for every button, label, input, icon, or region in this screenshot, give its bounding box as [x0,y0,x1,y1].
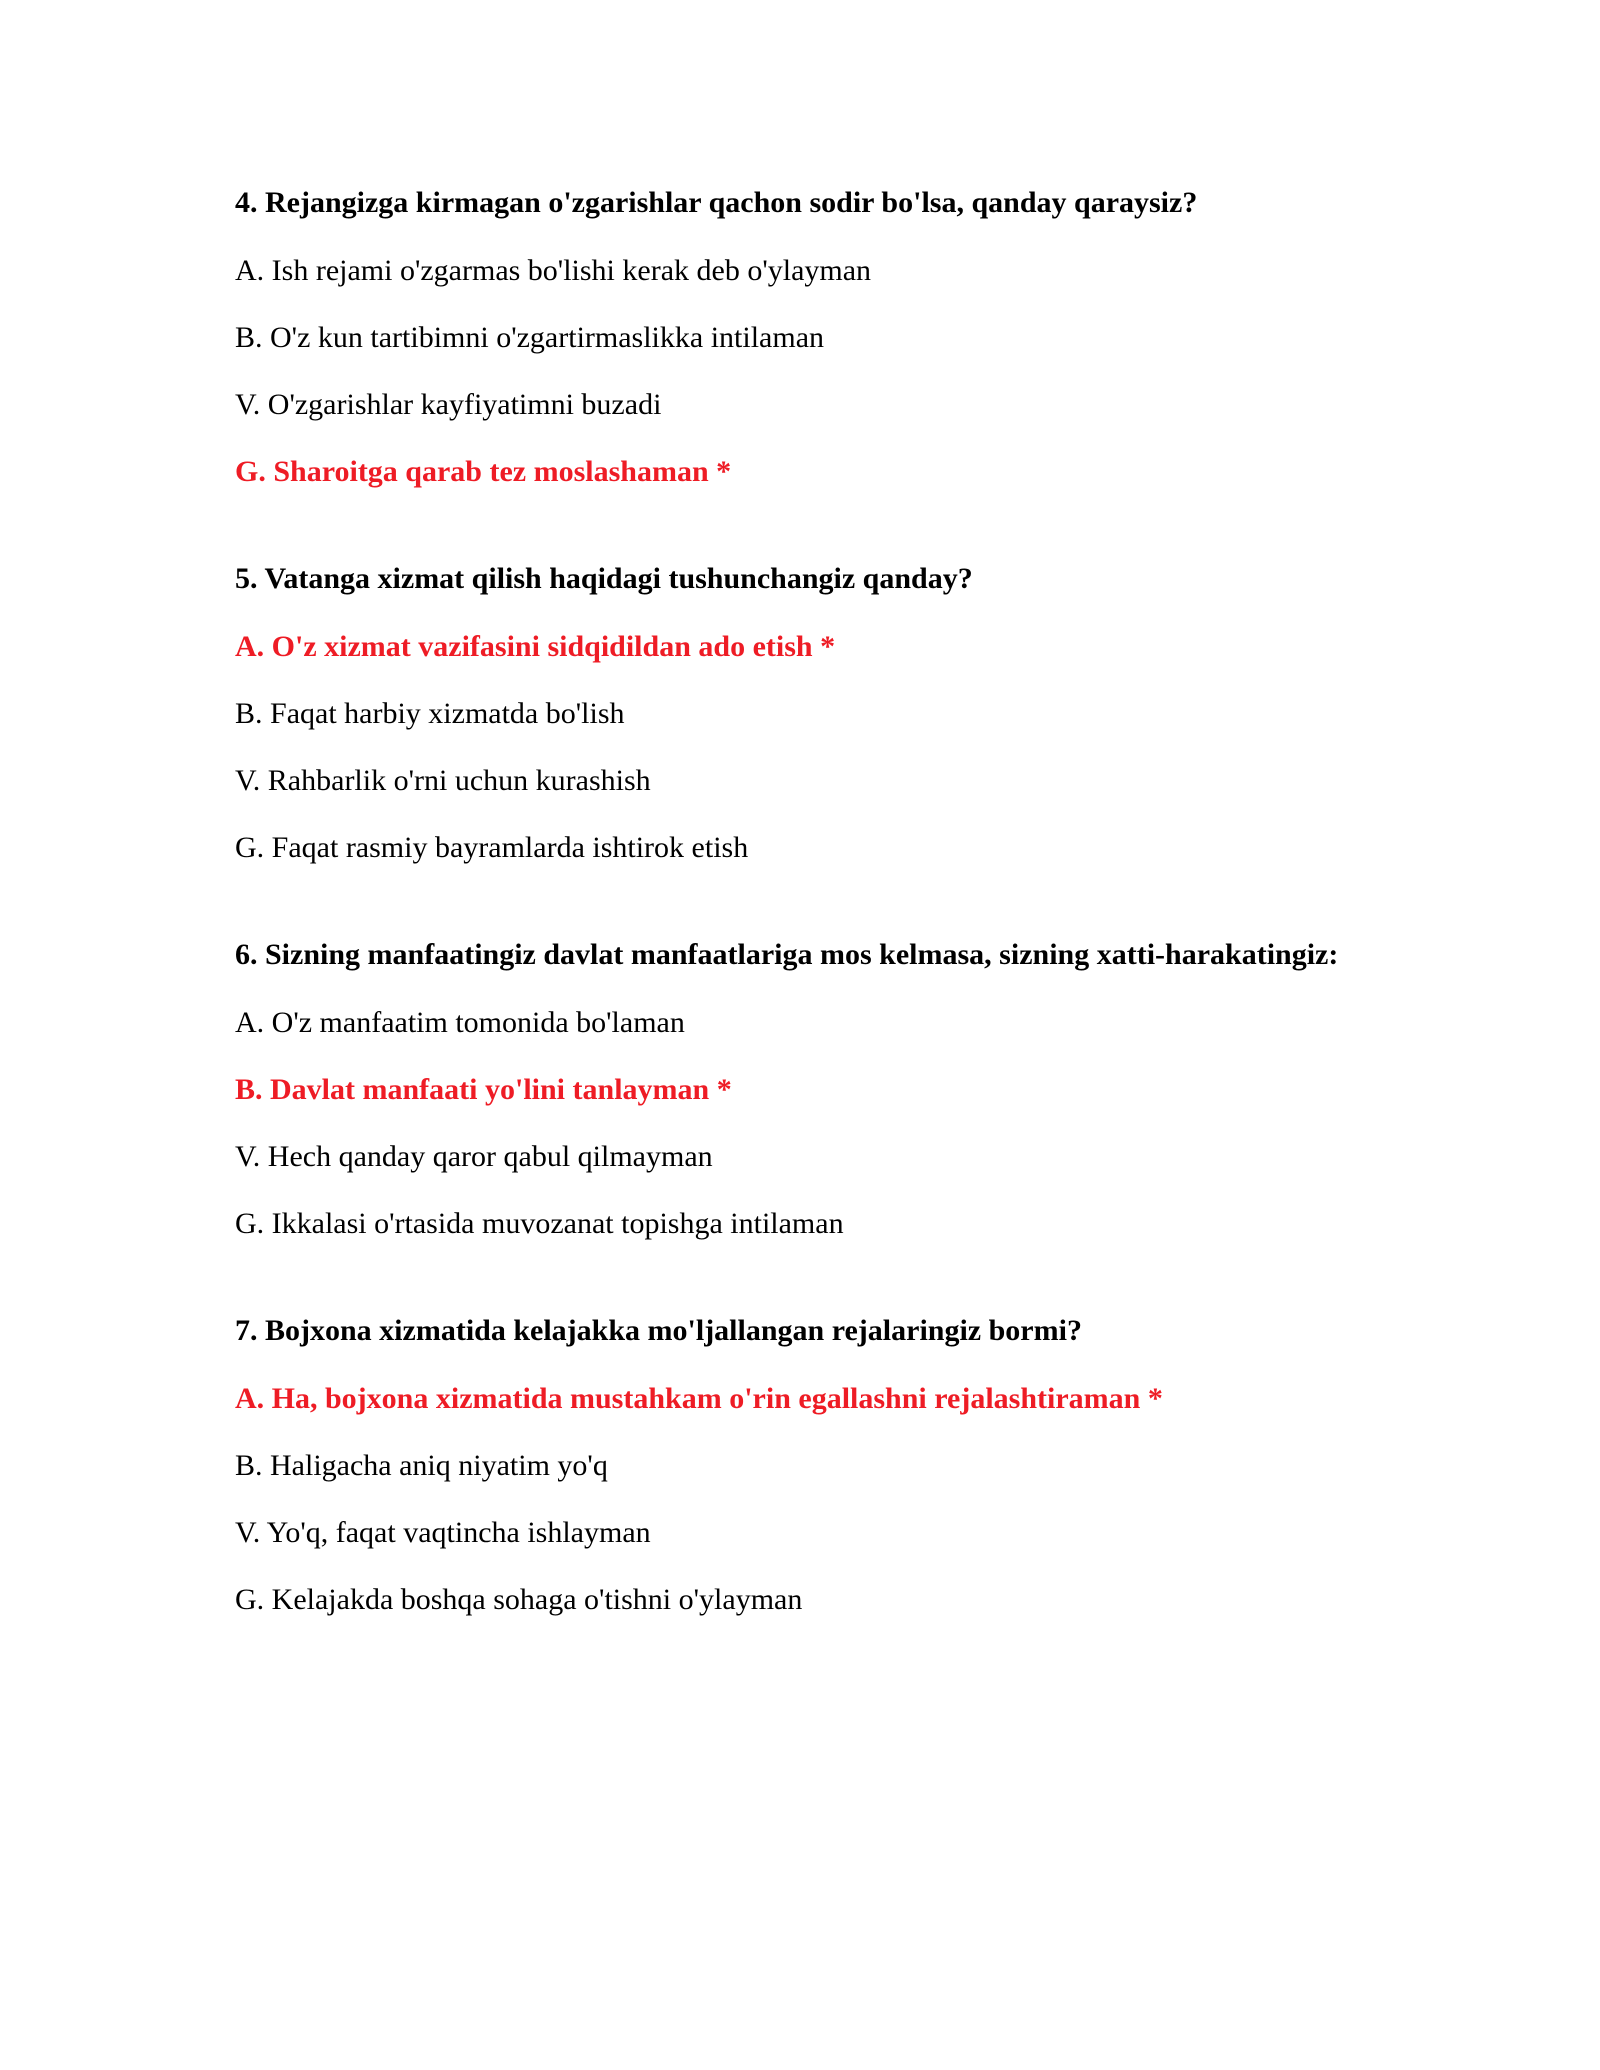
answer-option: G. Sharoitga qarab tez moslashaman * [235,455,732,488]
answer-option: A. Ish rejami o'zgarmas bo'lishi kerak deb o'ylayman [235,254,872,287]
answer-option: B. Faqat harbiy xizmatda bo'lish [235,697,625,730]
question-list [235,183,1345,1687]
answer-option: G. Kelajakda boshqa sohaga o'tishni o'ylayman [235,1583,803,1616]
answer-option: V. Rahbarlik o'rni uchun kurashish [235,764,651,797]
answer-option: A. O'z xizmat vazifasini sidqidildan ado etish * [235,630,836,663]
answer-option: V. Hech qanday qaror qabul qilmayman [235,1140,713,1173]
question-text: 4. Rejangizga kirmagan o'zgarishlar qachon sodir bo'lsa, qanday qaraysiz? [235,186,1198,219]
answer-option: V. Yo'q, faqat vaqtincha ishlayman [235,1516,651,1549]
answer-option: B. Haligacha aniq niyatim yo'q [235,1449,608,1482]
question-block-4 [235,183,1345,492]
answer-option: A. Ha, bojxona xizmatida mustahkam o'rin egallashni rejalashtiraman * [235,1382,1163,1415]
answer-option: B. Davlat manfaati yo'lini tanlayman * [235,1073,732,1106]
question-block-5 [235,559,1345,868]
question-text: 7. Bojxona xizmatida kelajakka mo'ljallangan rejalaringiz bormi? [235,1314,1082,1347]
question-block-6 [235,935,1345,1244]
answer-option: G. Ikkalasi o'rtasida muvozanat topishga intilaman [235,1207,844,1240]
answer-option: B. O'z kun tartibimni o'zgartirmaslikka intilaman [235,321,825,354]
answer-option: A. O'z manfaatim tomonida bo'laman [235,1006,685,1039]
question-text: 5. Vatanga xizmat qilish haqidagi tushunchangiz qanday? [235,562,973,595]
question-text: 6. Sizning manfaatingiz davlat manfaatlariga mos kelmasa, sizning xatti-harakatingiz: [235,938,1339,971]
answer-option: V. O'zgarishlar kayfiyatimni buzadi [235,388,662,421]
question-block-7 [235,1311,1345,1620]
answer-option: G. Faqat rasmiy bayramlarda ishtirok etish [235,831,749,864]
